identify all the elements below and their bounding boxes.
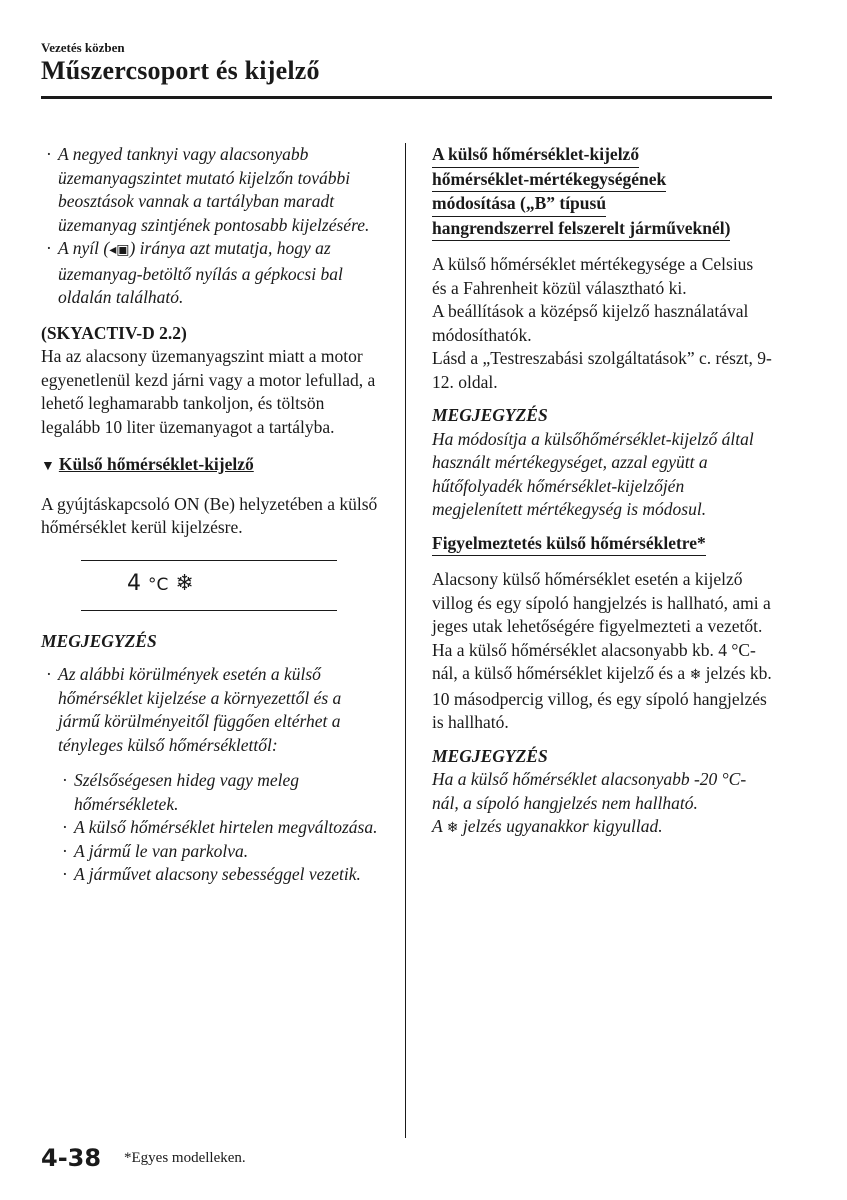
unit-para-1: A külső hőmérséklet mértékegysége a Celsius és a Fahrenheit közül választható ki.	[432, 254, 754, 298]
note-heading: MEGJEGYZÉS	[432, 745, 548, 766]
list-item: · A külső hőmérséklet hirtelen megváltozása.	[41, 816, 381, 840]
warning-text-2a: Ha a külső hőmérséklet alacsonyabb kb. 4 °C-nál, a külső hőmérséklet kijelző és a	[432, 639, 756, 683]
warning-heading-text: Figyelmeztetés külső hőmérsékletre*	[432, 532, 706, 557]
list-item: · A járművet alacsony sebességgel vezetik.	[41, 863, 381, 887]
unit-change-heading	[432, 143, 772, 241]
warning-text-1: Alacsony külső hőmérséklet esetén a kijelző villog és egy sípoló hangjelzés is hallható, ami a jeges utak lehetőségére figyelmezteti a vezetőt.	[432, 569, 771, 636]
column-divider	[405, 143, 406, 1138]
note-text: Ha módosítja a külsőhőmérséklet-kijelző által használt mértékegységet, azzal együtt a hűtőfolyadék hőmérséklet-kijelzőjén megjelenített mértékegység is módosul.	[432, 428, 754, 519]
display-bottom-rule	[81, 610, 337, 612]
footnote: *Egyes modelleken.	[124, 1150, 246, 1166]
right-column	[432, 143, 772, 841]
temperature-display-illustration	[81, 560, 337, 612]
note-bullet: · Az alábbi körülmények esetén a külső hőmérséklet kijelzése a környezettől és a jármű körülményeitől függően eltérhet a tényleges külső hőmérséklettől:	[41, 663, 381, 757]
bullet-arrow-text-b: ) iránya azt mutatja, hogy az üzemanyag-betöltő nyílás a gépkocsi bal oldalán található.	[58, 238, 343, 307]
section-label: Vezetés közben	[41, 40, 125, 55]
heading-line: hangrendszerrel felszerelt járműveknél)	[432, 217, 730, 242]
note-text-1: Ha a külső hőmérséklet alacsonyabb -20 °C-nál, a sípoló hangjelzés nem hallható.	[432, 769, 747, 813]
skyactiv-heading: (SKYACTIV-D 2.2)	[41, 322, 187, 343]
display-readout	[127, 570, 194, 599]
page-title: Műszercsoport és kijelző	[41, 56, 320, 85]
note-sub-list	[41, 769, 381, 887]
bullet-arrow-text-a: A nyíl (	[58, 238, 110, 258]
warning-heading	[432, 532, 772, 557]
display-value: 4	[127, 570, 141, 596]
outside-temp-heading	[41, 453, 381, 479]
list-item: · Szélsőségesen hideg vagy meleg hőmérsékletek.	[41, 769, 381, 816]
skyactiv-text: Ha az alacsony üzemanyagszint miatt a motor egyenetlenül kezd járni vagy a motor lefullad, a lehető leghamarabb tankoljon, és töltsön legalább 10 liter üzemanyagot a tartályba.	[41, 346, 376, 437]
page-number: 4-38	[41, 1144, 102, 1172]
outside-temp-title: Külső hőmérséklet-kijelző	[58, 454, 254, 474]
snowflake-icon: ❄	[175, 570, 194, 596]
snowflake-icon: ❄	[689, 667, 702, 683]
bullet-fuel-arrow	[41, 237, 381, 310]
warning-text-2	[432, 639, 772, 735]
list-item: · A jármű le van parkolva.	[41, 840, 381, 864]
heading-line: A külső hőmérséklet-kijelző	[432, 143, 639, 168]
outside-temp-text: A gyújtáskapcsoló ON (Be) helyzetében a külső hőmérséklet kerül kijelzésre.	[41, 493, 378, 537]
warning-text-2b: jelzés kb. 10 másodpercig villog, és egy sípoló hangjelzés is hallható.	[432, 663, 772, 732]
display-unit: °C	[148, 574, 169, 595]
note-text-2b: jelzés ugyanakkor kigyullad.	[458, 816, 663, 836]
title-rule	[41, 96, 772, 99]
unit-para-2: A beállítások a középső kijelző használatával módosíthatók.	[432, 301, 749, 345]
heading-line: módosítása („B” típusú	[432, 192, 606, 217]
left-column	[41, 143, 381, 887]
snowflake-icon: ❄	[446, 820, 459, 836]
display-top-rule	[81, 560, 337, 562]
fuel-door-arrow-icon: ◂▣	[109, 242, 130, 258]
unit-para-3: Lásd a „Testreszabási szolgáltatások” c. részt, 9-12. oldal.	[432, 348, 772, 392]
heading-line: hőmérséklet-mértékegységének	[432, 168, 666, 193]
note-heading: MEGJEGYZÉS	[432, 405, 548, 425]
bullet-fuel-scale: · A negyed tanknyi vagy alacsonyabb üzemanyagszintet mutató kijelzőn további beosztások vannak a tartályban maradt üzemanyag szintjének pontosabb kijelzésére.	[41, 143, 381, 237]
note-text-2a: A	[432, 816, 447, 836]
triangle-marker-icon: ▼	[41, 459, 55, 474]
note-heading: MEGJEGYZÉS	[41, 630, 157, 651]
note-text-2	[432, 815, 772, 841]
